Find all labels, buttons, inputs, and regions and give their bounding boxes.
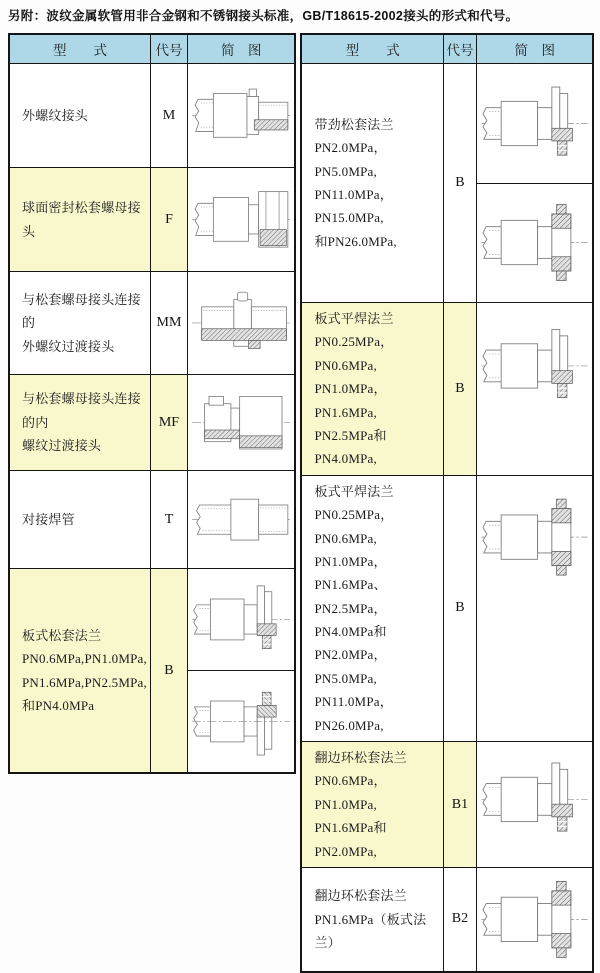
fitting-type-line: PN0.25MPa，PN0.6MPa,	[314, 507, 394, 546]
flared-ring-flange-diagram	[477, 742, 593, 856]
table-row	[301, 64, 593, 303]
plate-weld-flange-section-diagram	[477, 476, 593, 598]
plate-loose-flange-back-diagram	[188, 670, 295, 772]
table-row	[9, 569, 295, 774]
fitting-diagram-cell	[187, 168, 295, 272]
fitting-type-line: 和PN26.0MPa,	[314, 233, 397, 249]
fitting-type-line: 与松套螺母接头连接的内	[22, 391, 141, 430]
table-row	[9, 471, 295, 569]
fitting-code-cell: B1	[443, 742, 476, 868]
fitting-type-line: 带劲松套法兰	[314, 116, 394, 132]
neck-loose-flange-front-diagram	[477, 64, 593, 183]
plate-weld-flange-diagram	[477, 303, 593, 429]
male-female-nipple-diagram	[188, 375, 295, 470]
fitting-diagram-cell	[476, 867, 593, 972]
fitting-code-cell: B	[443, 475, 476, 741]
column-header-diagram: 简 图	[476, 34, 593, 64]
fitting-type-cell	[301, 303, 443, 476]
fitting-type-line: PN2.0MPa，PN5.0MPa,	[314, 647, 387, 686]
fitting-type-line: 与松套螺母接头连接的	[22, 291, 141, 331]
fitting-table-right	[300, 33, 594, 973]
fitting-type-line: 和PN4.0MPa	[22, 697, 95, 713]
fitting-type-cell	[301, 64, 443, 303]
fitting-diagram-cell	[187, 64, 295, 168]
fitting-type-cell	[9, 272, 150, 375]
fitting-type-line: PN0.6MPa,PN1.0MPa,	[22, 651, 147, 667]
fitting-type-line: 螺纹过渡接头	[22, 438, 102, 454]
fitting-type-cell	[9, 168, 150, 272]
fitting-diagram-cell	[187, 569, 295, 774]
table-header-row	[301, 34, 593, 64]
neck-loose-flange-section-diagram	[477, 183, 593, 303]
fitting-diagram-cell	[187, 471, 295, 569]
fitting-code-cell: F	[150, 168, 187, 272]
table-row	[9, 272, 295, 375]
table-row	[301, 867, 593, 972]
fitting-type-cell	[301, 475, 443, 741]
column-header-code: 代号	[150, 34, 187, 64]
fitting-code-cell: MF	[150, 375, 187, 471]
fitting-type-line: PN2.0MPa，PN5.0MPa,	[314, 140, 387, 179]
fitting-code-cell: MM	[150, 272, 187, 375]
column-header-type: 型 式	[9, 34, 150, 64]
table-row	[301, 475, 593, 741]
fitting-type-cell	[9, 64, 150, 168]
table-row	[9, 64, 295, 168]
table-row	[301, 303, 593, 476]
butt-weld-pipe-diagram	[188, 471, 295, 568]
page-title: 另附：波纹金属软管用非合金钢和不锈钢接头标准，GB/T18615-2002接头的形式和代号。	[8, 9, 519, 23]
fitting-diagram-cell	[476, 742, 593, 868]
fitting-type-line: PN1.6MPa（板式法兰）	[314, 911, 427, 951]
fitting-code-cell: M	[150, 64, 187, 168]
table-row	[301, 742, 593, 868]
fitting-table-left	[8, 33, 296, 774]
fitting-type-cell	[9, 375, 150, 471]
fitting-type-line: 板式松套法兰	[22, 627, 102, 643]
fitting-type-line: PN11.0MPa，PN15.0MPa,	[314, 187, 393, 226]
fitting-type-line: PN1.6MPa,PN2.5MPa,	[22, 674, 147, 690]
fitting-diagram-cell	[187, 375, 295, 471]
fitting-type-line: 翻边环松套法兰	[314, 888, 407, 904]
fitting-type-line: 外螺纹过渡接头	[22, 338, 115, 354]
fitting-code-cell: B	[443, 64, 476, 303]
fitting-diagram-cell	[476, 475, 593, 741]
fitting-type-line: PN2.5MPa和PN4.0MPa,	[314, 427, 387, 467]
fitting-diagram-cell	[476, 64, 593, 303]
fitting-type-line: 板式平焊法兰	[314, 483, 394, 499]
fitting-type-line: PN11.0MPa，PN26.0MPa,	[314, 694, 393, 733]
fitting-type-line: PN0.6MPa，PN1.0MPa,	[314, 773, 387, 812]
fitting-type-line: PN2.5MPa，PN4.0MPa和	[314, 600, 387, 640]
fitting-diagram-cell	[476, 303, 593, 476]
fitting-type-line: 球面密封松套螺母接头	[22, 200, 141, 239]
fitting-code-cell: T	[150, 471, 187, 569]
fitting-type-line: PN1.6MPa和PN2.0MPa,	[314, 820, 387, 859]
fitting-type-line: 板式平焊法兰	[314, 311, 394, 326]
table-header-row	[9, 34, 295, 64]
fitting-code-cell: B	[443, 303, 476, 476]
fitting-type-line: 对接焊管	[22, 511, 75, 527]
column-header-code: 代号	[443, 34, 476, 64]
flared-ring-flange-section-diagram	[477, 868, 593, 971]
union-nut-fitting-diagram	[188, 168, 295, 271]
male-thread-fitting-diagram	[188, 64, 295, 167]
fitting-code-cell: B	[150, 569, 187, 774]
double-male-nipple-diagram	[188, 272, 295, 374]
table-row	[9, 168, 295, 272]
column-header-type: 型 式	[301, 34, 443, 64]
fitting-type-cell	[301, 867, 443, 972]
fitting-type-cell	[9, 471, 150, 569]
plate-loose-flange-front-diagram	[188, 569, 295, 670]
fitting-diagram-cell	[187, 272, 295, 375]
fitting-type-cell	[301, 742, 443, 868]
fitting-type-line: 外螺纹接头	[22, 107, 89, 123]
fitting-type-line: PN1.0MPa，PN1.6MPa,	[314, 381, 387, 420]
table-row	[9, 375, 295, 471]
fitting-type-cell	[9, 569, 150, 774]
fitting-code-cell: B2	[443, 867, 476, 972]
fitting-tables	[8, 33, 594, 973]
column-header-diagram: 简 图	[187, 34, 295, 64]
fitting-type-line: 翻边环松套法兰	[314, 750, 407, 766]
fitting-type-line: PN0.25MPa，PN0.6MPa,	[314, 334, 394, 373]
fitting-type-line: PN1.0MPa，PN1.6MPa、	[314, 553, 387, 593]
